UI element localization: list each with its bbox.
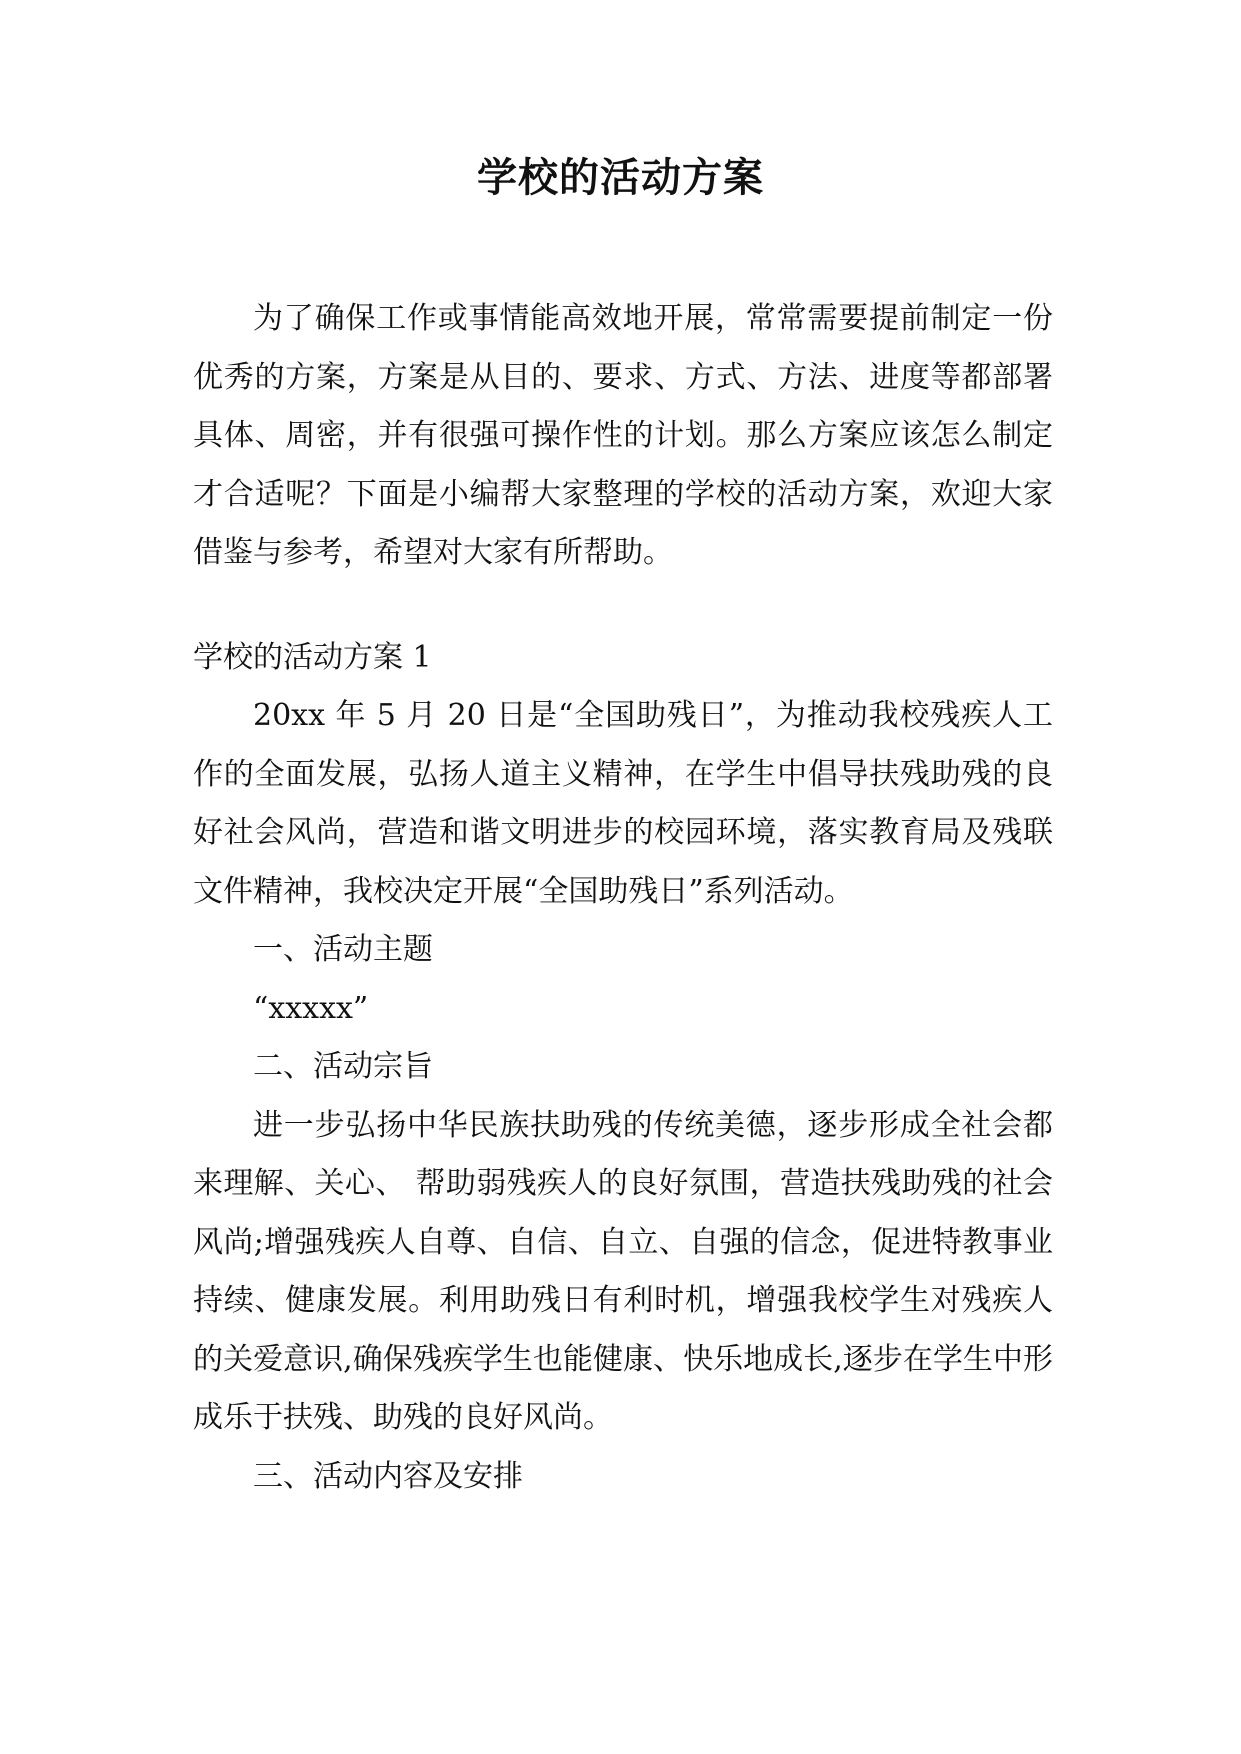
body-paragraph-2: 进一步弘扬中华民族扶助残的传统美德，逐步形成全社会都来理解、关心、 帮助弱残疾人的良好氛围，营造扶残助残的社会风尚;增强残疾人自尊、自信、自立、自强的信念，促进特教事业持续、健康发展。利用助残日有利时机，增强我校学生对残疾人的关爱意识,确保残疾学生也能健康、快乐地成长,逐步在学生中形成乐于扶残、助残的良好风尚。	[193, 1107, 1053, 1435]
intro-paragraph: 为了确保工作或事情能高效地开展，常常需要提前制定一份优秀的方案，方案是从目的、要求、方式、方法、进度等都部署具体、周密，并有很强可操作性的计划。那么方案应该怎么制定才合适呢？下面是小编帮大家整理的学校的活动方案，欢迎大家借鉴与参考，希望对大家有所帮助。	[193, 301, 1053, 570]
document-body	[193, 290, 1053, 1506]
heading-activity-content: 三、活动内容及安排	[253, 1458, 523, 1494]
activity-theme-text: “xxxxx”	[253, 990, 369, 1026]
heading-activity-theme: 一、活动主题	[253, 932, 433, 967]
section-heading: 学校的活动方案 1	[193, 639, 432, 675]
body-paragraph-1: 20xx 年 5 月 20 日是“全国助残日”，为推动我校残疾人工作的全面发展，弘扬人道主义精神，在学生中倡导扶残助残的良好社会风尚，营造和谐文明进步的校园环境，落实教育局及残联文件精神，我校决定开展“全国助残日”系列活动。	[193, 698, 1053, 909]
document-title: 学校的活动方案	[477, 155, 764, 201]
heading-activity-purpose: 二、活动宗旨	[253, 1049, 433, 1084]
